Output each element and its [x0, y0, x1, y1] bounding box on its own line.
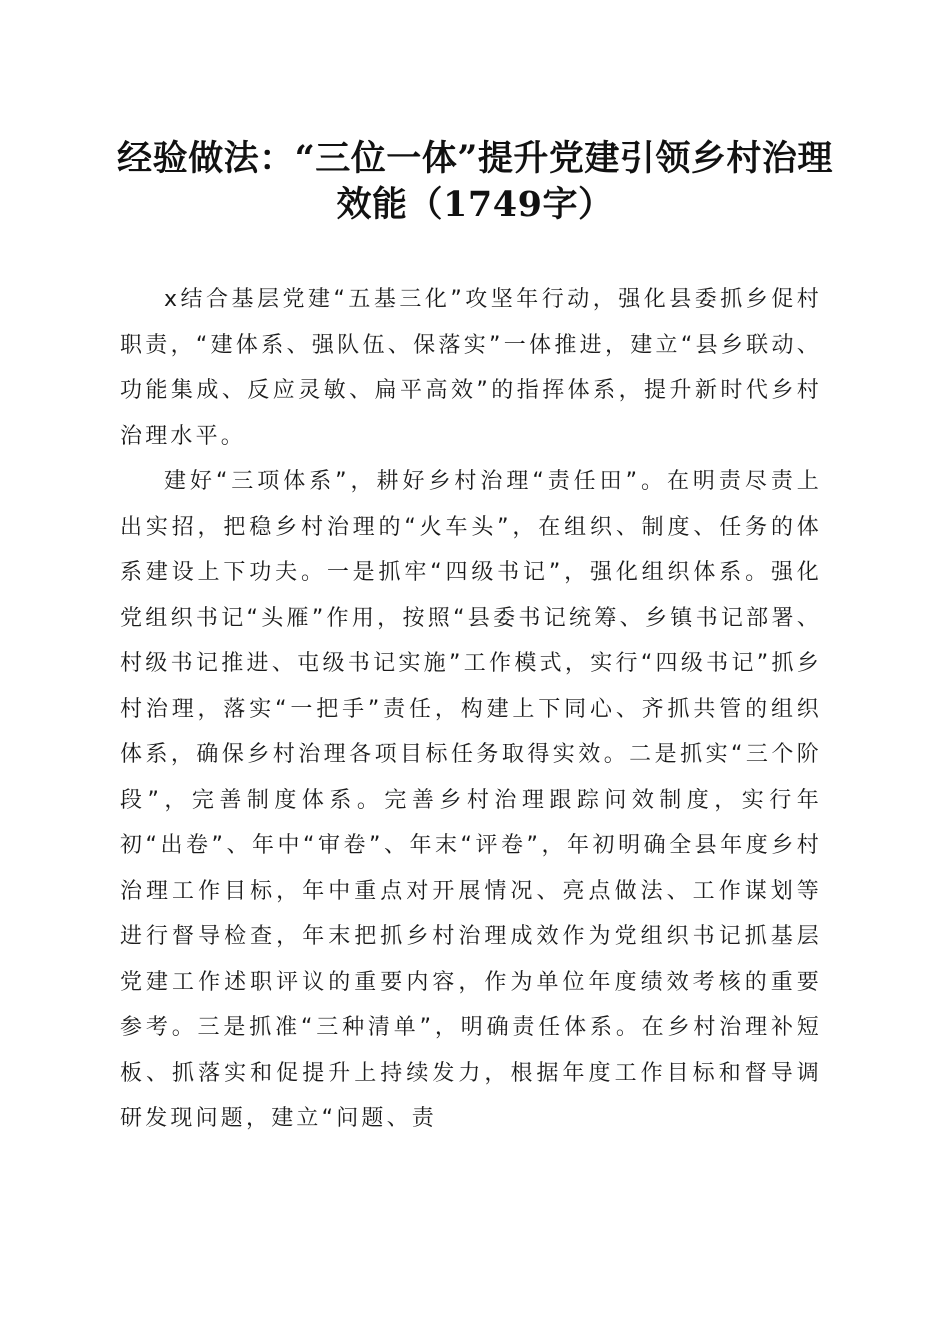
body-paragraph-three-systems: 建好“三项体系”，耕好乡村治理“责任田”。在明责尽责上出实招，把稳乡村治理的“火车头”，在组织、制度、任务的体系建设上下功夫。一是抓牢“四级书记”，强化组织体系。强化党组织书记“头雁”作用，按照“县委书记统筹、乡镇书记部署、村级书记推进、屯级书记实施”工作模式，实行“四级书记”抓乡村治理，落实“一把手”责任，构建上下同心、齐抓共管的组织体系，确保乡村治理各项目标任务取得实效。二是抓实“三个阶段”，完善制度体系。完善乡村治理跟踪问效制度，实行年初“出卷”、年中“审卷”、年末“评卷”，年初明确全县年度乡村治理工作目标，年中重点对开展情况、亮点做法、工作谋划等进行督导检查，年末把抓乡村治理成效作为党组织书记抓基层党建工作述职评议的重要内容，作为单位年度绩效考核的重要参考。三是抓准“三种清单”，明确责任体系。在乡村治理补短板、抓落实和促提升上持续发力，根据年度工作目标和督导调研发现问题，建立“问题、责: [120, 469, 822, 1131]
body-paragraph-intro: x结合基层党建“五基三化”攻坚年行动，强化县委抓乡促村职责，“建体系、强队伍、保落实”一体推进，建立“县乡联动、功能集成、反应灵敏、扁平高效”的指挥体系，提升新时代乡村治理水平。: [120, 287, 822, 449]
document-title: 经验做法：“三位一体”提升党建引领乡村治理效能（1749字）: [117, 138, 833, 225]
document-body: [120, 277, 822, 1142]
